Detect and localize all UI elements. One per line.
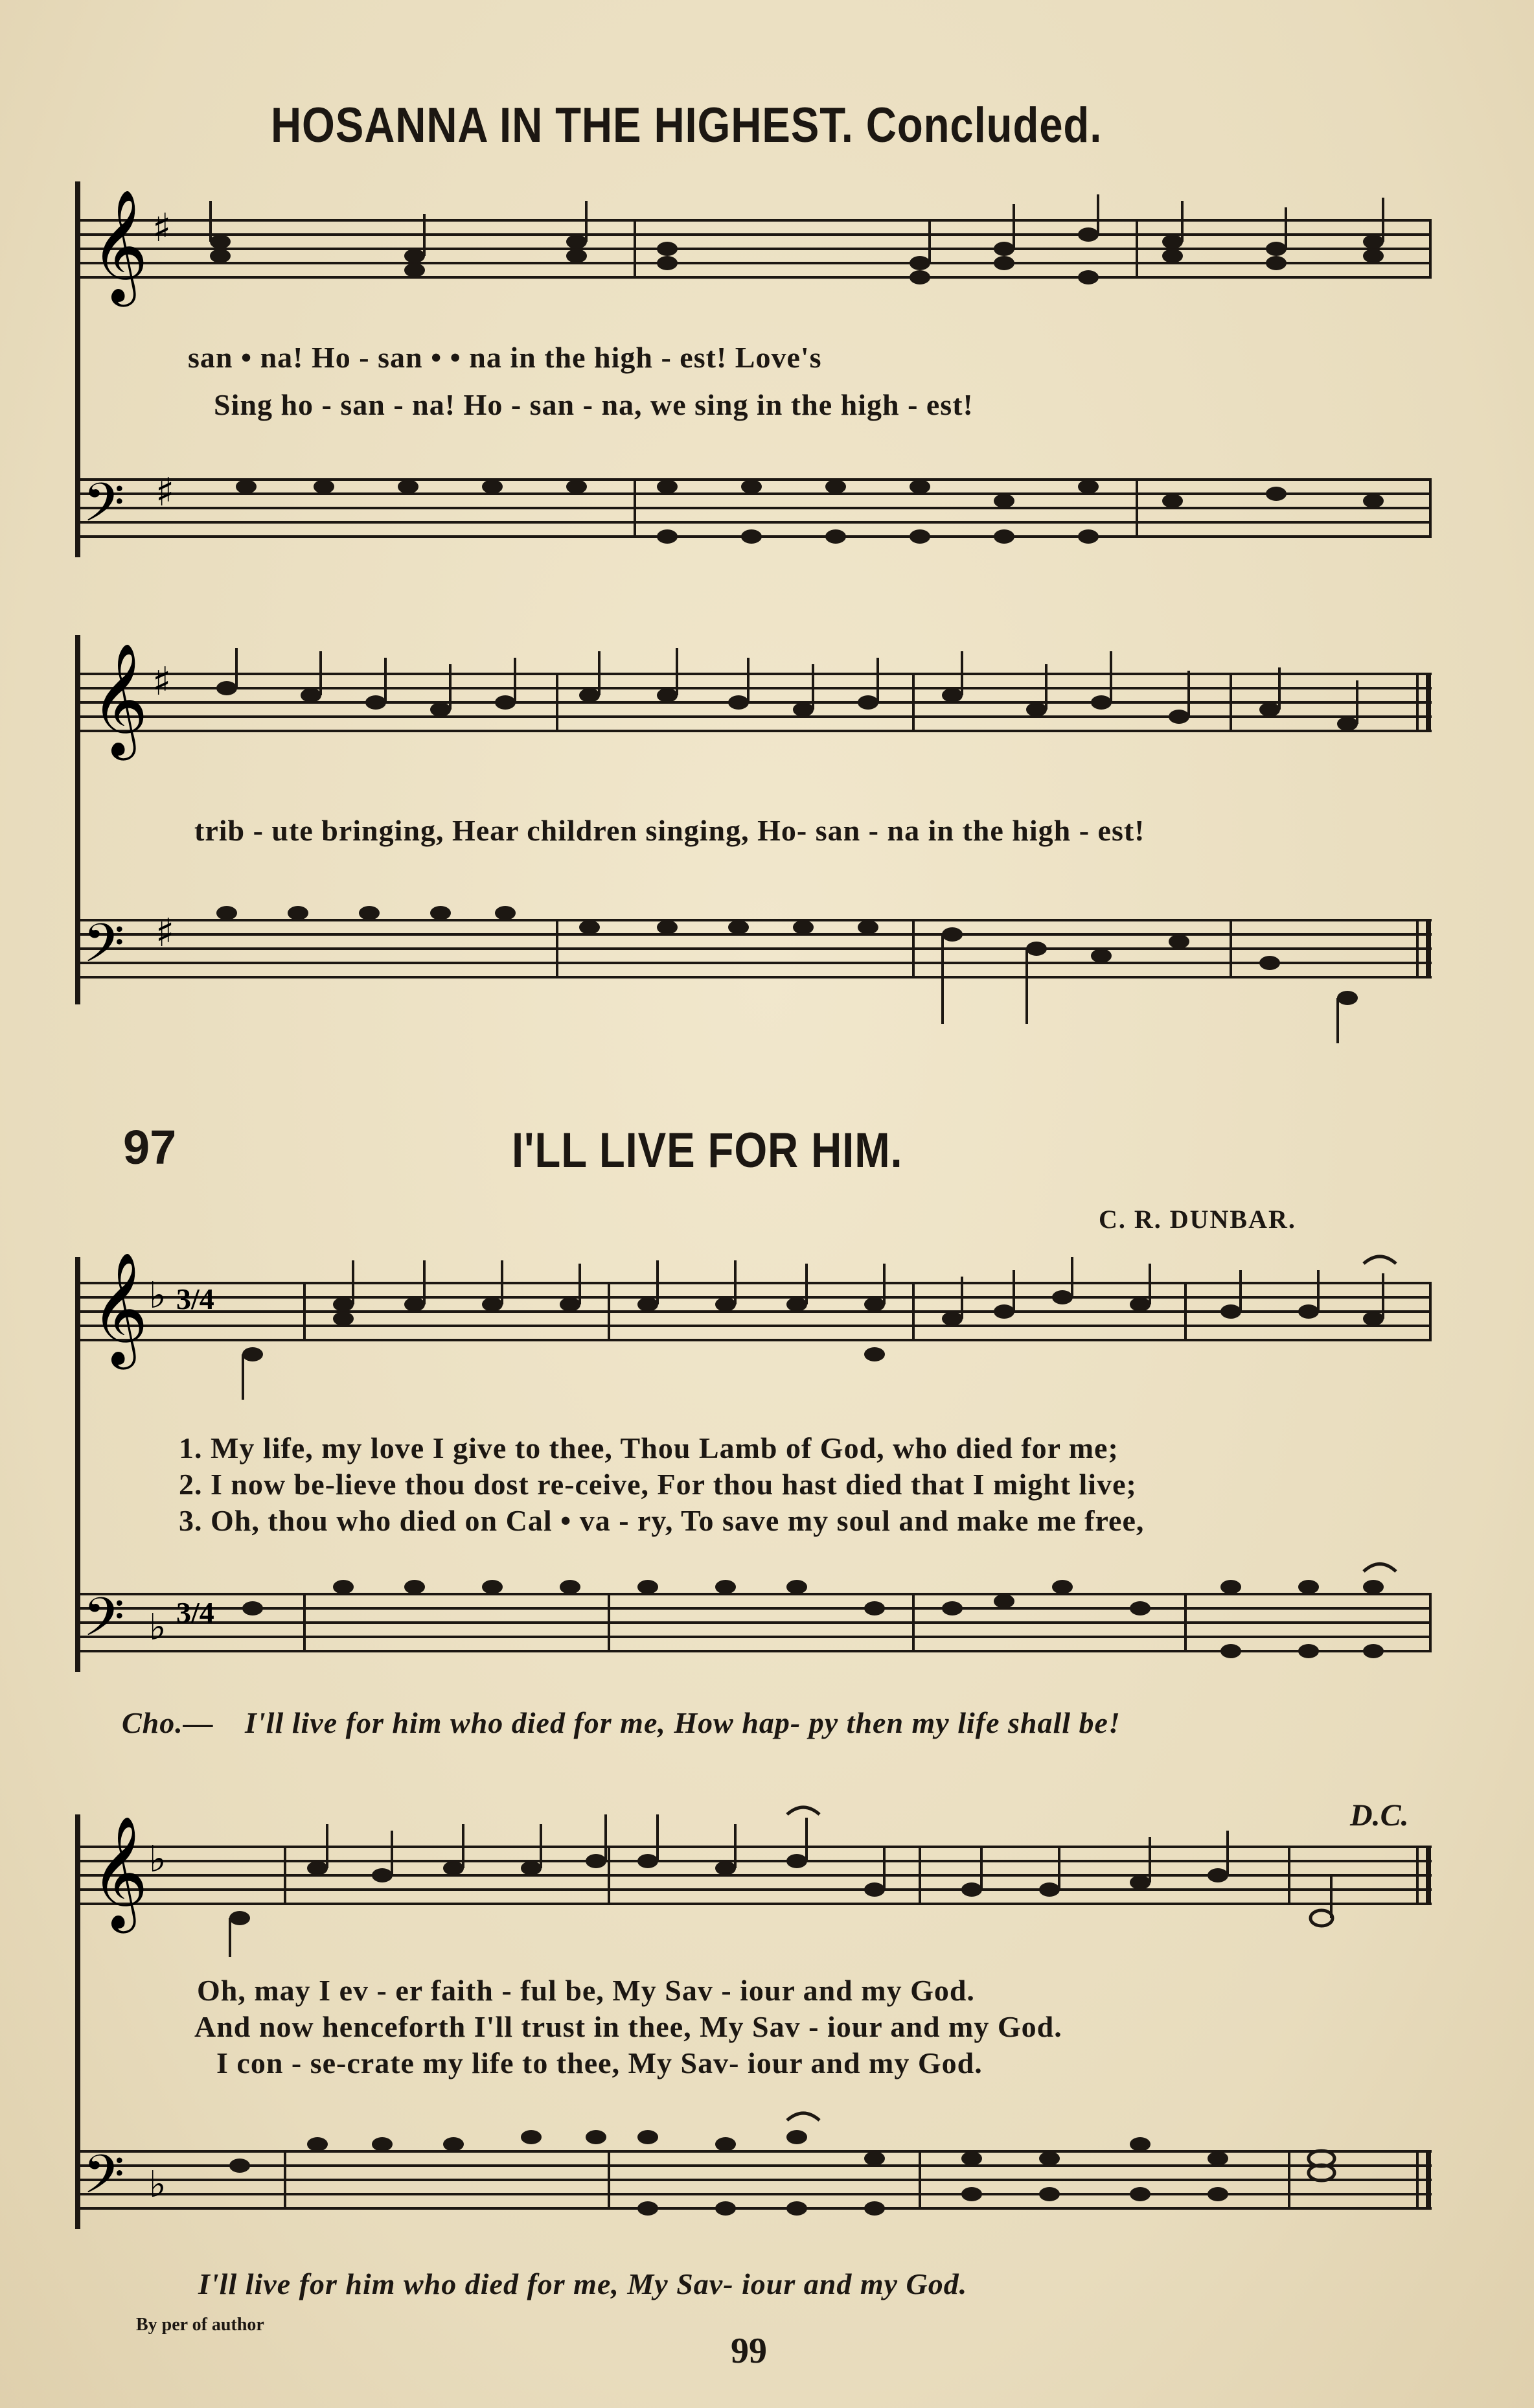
system-1-lyrics-line-1: san • na! Ho - san • • na in the high - est! Love's — [188, 341, 822, 374]
chorus-line-a: I'll live for him who died for me, How hap- py then my life shall be! — [245, 1706, 1121, 1739]
svg-text:𝄢: 𝄢 — [83, 1586, 125, 1661]
svg-text:♯: ♯ — [152, 659, 172, 704]
system-2-treble-staff — [78, 635, 1432, 765]
svg-text:𝄢: 𝄢 — [83, 912, 125, 988]
system-4-bass-staff — [78, 2087, 1432, 2242]
system-1-bass-staff — [78, 428, 1432, 570]
composer-credit: C. R. DUNBAR. — [1099, 1205, 1296, 1234]
da-capo-mark: D.C. — [1350, 1798, 1409, 1833]
verse-2-line-a: 2. I now be-lieve thou dost re-ceive, For thou hast died that I might live; — [179, 1468, 1137, 1501]
svg-text:♯: ♯ — [155, 470, 175, 515]
svg-text:♭: ♭ — [149, 1275, 166, 1317]
system-3-treble-staff — [78, 1252, 1432, 1387]
hymn-number: 97 — [123, 1120, 177, 1174]
verse-3-line-b: I con - se-crate my life to thee, My Sav- iour and my God. — [216, 2046, 983, 2079]
page-number: 99 — [731, 2331, 767, 2371]
svg-text:♯: ♯ — [155, 910, 175, 956]
svg-text:𝄞: 𝄞 — [91, 643, 148, 756]
svg-text:𝄞: 𝄞 — [91, 189, 148, 302]
verse-3-line-a: 3. Oh, thou who died on Cal • va - ry, To save my soul and make me free, — [179, 1504, 1145, 1537]
svg-text:𝄞: 𝄞 — [91, 1252, 148, 1365]
system-1-lyrics-line-2: Sing ho - san - na! Ho - san - na, we sing in the high - est! — [214, 388, 974, 421]
svg-text:♯: ♯ — [152, 205, 172, 251]
time-signature-treble: 3/4 — [176, 1282, 214, 1315]
verse-1-line-a: 1. My life, my love I give to thee, Thou Lamb of God, who died for me; — [179, 1431, 1119, 1464]
svg-text:♭: ♭ — [149, 1606, 166, 1649]
hymn-title: I'LL LIVE FOR HIM. — [512, 1123, 903, 1178]
svg-text:♭: ♭ — [149, 2164, 166, 2206]
chorus-label: Cho.— — [122, 1706, 214, 1739]
svg-text:𝄞: 𝄞 — [91, 1816, 148, 1928]
svg-text:𝄢: 𝄢 — [83, 2143, 125, 2219]
system-1-treble-staff — [78, 189, 1432, 311]
permission-note: By per of author — [136, 2315, 264, 2335]
verse-1-line-b: Oh, may I ev - er faith - ful be, My Sav - iour and my God. — [197, 1974, 975, 2007]
system-2-bass-staff — [78, 868, 1432, 1050]
system-2-lyrics-line-1: trib - ute bringing, Hear children singing, Ho- san - na in the high - est! — [194, 814, 1145, 847]
system-4-treble-staff — [78, 1808, 1432, 1951]
svg-text:♭: ♭ — [149, 1838, 166, 1881]
time-signature-bass: 3/4 — [176, 1596, 214, 1629]
chorus-line-b: I'll live for him who died for me, My Sav- iour and my God. — [198, 2267, 968, 2300]
system-3-bass-staff — [78, 1542, 1432, 1685]
svg-text:𝄢: 𝄢 — [83, 471, 125, 547]
page-title: HOSANNA IN THE HIGHEST. Concluded. — [271, 98, 1103, 153]
verse-2-line-b: And now henceforth I'll trust in thee, My Sav - iour and my God. — [194, 2010, 1062, 2043]
